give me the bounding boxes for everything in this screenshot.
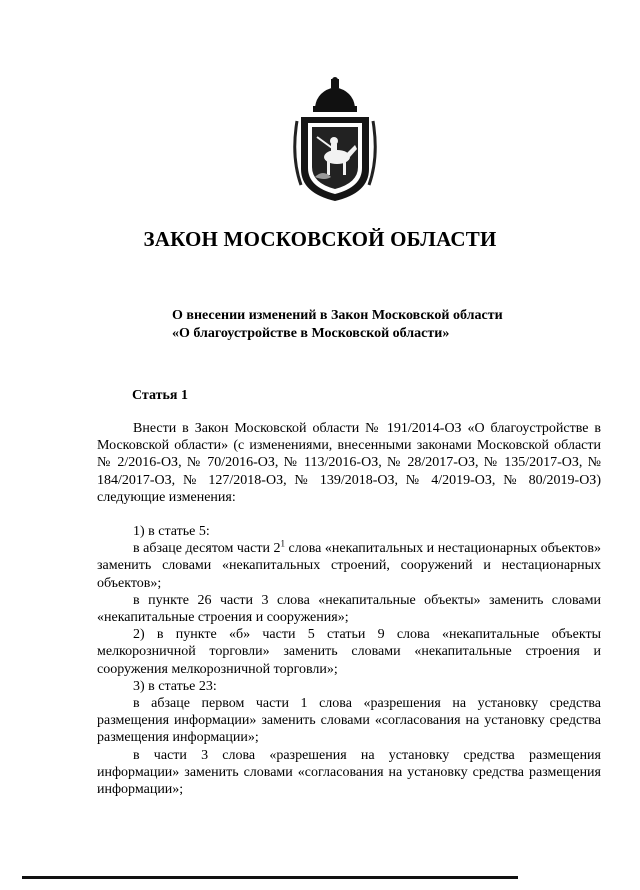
item-3-heading: 3) в статье 23:	[133, 678, 217, 694]
scan-edge-line	[22, 876, 518, 879]
document-subtitle	[172, 307, 503, 343]
item-1-paragraph-b: в пункте 26 части 3 слова «некапитальные объекты» заменить словами «некапитальные строения и сооружения»;	[97, 592, 601, 626]
article-heading: Статья 1	[132, 388, 188, 403]
item-2-paragraph: 2) в пункте «б» части 5 статьи 9 слова «некапитальные объекты мелкорозничной торговли» заменить словами «некапитальные строения и сооружения мелкорозничной торговли»;	[97, 627, 601, 677]
item-1-a-text-start: в абзаце десятом части 2	[133, 541, 281, 557]
item-3-paragraph-a: в абзаце первом части 1 слова «разрешения на установку средства размещения информации» заменить словами «согласования на установку средства размещения информации»;	[97, 696, 601, 746]
moscow-oblast-coat-of-arms-emblem	[287, 77, 383, 203]
item-1-a-superscript: 1	[280, 538, 286, 549]
item-1-paragraph-a	[97, 540, 601, 592]
subtitle-line-2: «О благоустройстве в Московской области»	[172, 326, 450, 341]
document-title: ЗАКОН МОСКОВСКОЙ ОБЛАСТИ	[143, 227, 497, 251]
item-3-paragraph-b: в части 3 слова «разрешения на установку средства размещения информации» заменить словами «согласования на установку средства размещения информации»;	[97, 747, 601, 798]
intro-paragraph: Внести в Закон Московской области № 191/2014-ОЗ «О благоустройстве в Московской области» (с изменениями, внесенными законами Московской области № 2/2016-ОЗ, № 70/2016-ОЗ, № 113/2016-ОЗ, № 28/2017-ОЗ, № 135/2017-ОЗ, № 184/2017-ОЗ, № 127/2018-ОЗ, № 139/2018-ОЗ, № 4/2019-ОЗ, № 80/2019-ОЗ) следующие изменения:	[97, 421, 601, 505]
crown-icon	[313, 77, 357, 112]
article-body	[97, 420, 601, 798]
item-1-a-text-end: слова «некапитальных и нестационарных объектов» заменить словами «некапитальных строений, сооружений и нестационарных объектов»;	[97, 541, 602, 591]
subtitle-line-1: О внесении изменений в Закон Московской области	[172, 308, 503, 323]
item-1-heading: 1) в статье 5:	[133, 524, 210, 540]
